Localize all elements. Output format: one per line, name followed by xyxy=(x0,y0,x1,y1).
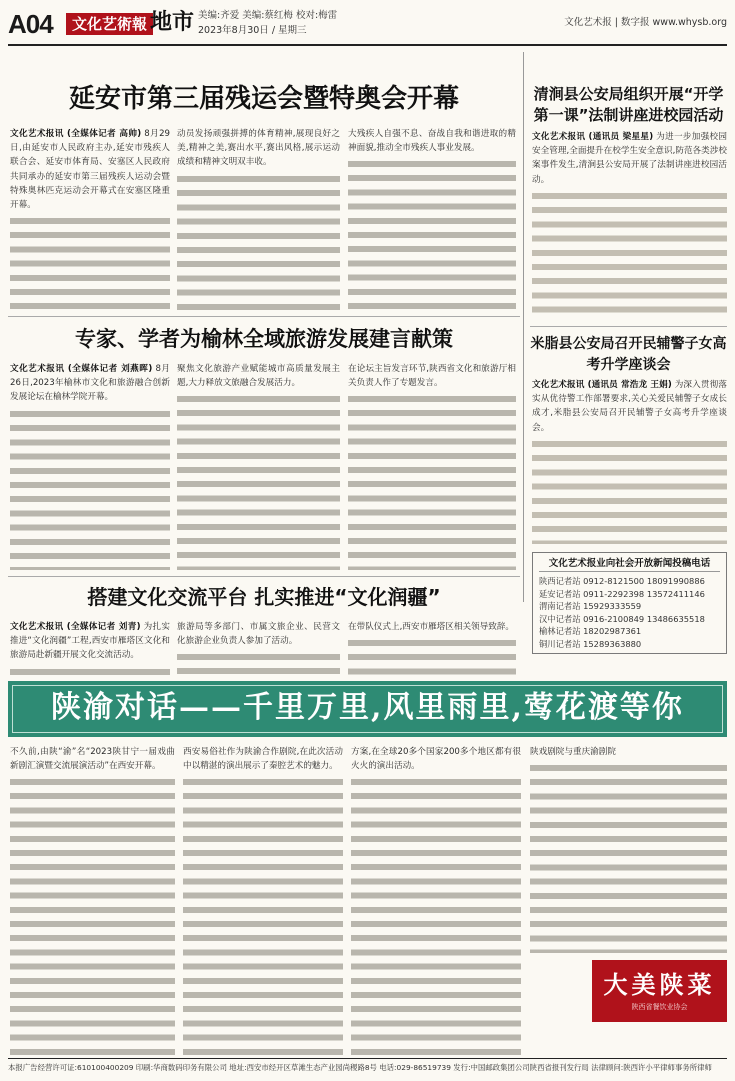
issue-date: 2023年8月30日 / 星期三 xyxy=(198,25,307,36)
article-4-col-4 xyxy=(530,745,727,953)
article-1-headline: 延安市第三届残运会暨特奥会开幕 xyxy=(68,84,459,114)
article-4-col-4-text: 陕戏剧院与重庆渝剧院 xyxy=(530,747,616,757)
contact-row: 延安记者站 0911-2292398 13572411146 xyxy=(539,588,705,599)
page-number: A04 xyxy=(8,9,53,39)
side-1-headline: 清涧县公安局组织开展“开学第一课”法制讲座进校园活动 xyxy=(533,85,724,124)
editor-credits: 美编:齐爱 美编:蔡红梅 校对:梅雷 xyxy=(198,10,338,21)
article-1-col-2 xyxy=(177,127,340,310)
article-3-col-2-lines xyxy=(177,650,340,675)
article-1-text-lines xyxy=(10,214,170,310)
article-3-col-2-text: 旅游局等多部门、市属文旅企业、民营文化旅游企业负责人参加了活动。 xyxy=(177,622,340,647)
article-3-col-3-lines xyxy=(348,636,516,675)
article-1-col-3 xyxy=(348,127,516,310)
article-1-col-3-text: 大残疾人自强不息、奋战自我和谐进取的精神面貌,推动全市残疾人事业发展。 xyxy=(348,129,516,154)
article-1-byline: 文化艺术报讯 (全媒体记者 高帅) xyxy=(10,129,142,139)
contact-row: 汉中记者站 0916-2100849 13486635518 xyxy=(539,613,705,624)
column-divider xyxy=(523,52,524,602)
article-3-text-lines xyxy=(10,665,170,675)
article-2-col-2-text: 聚焦文化旅游产业赋能城市高质量发展主题,大力释放文旅融合发展活力。 xyxy=(177,364,340,389)
article-1-lead: 8月29日,由延安市人民政府主办,延安市残疾人联合会、延安市体育局、安塞区人民政府共同承办的延安市第三届残疾人运动会暨特殊奥林匹克运动会开幕式在安塞区隆重开幕。 xyxy=(10,129,170,211)
article-2-text-lines xyxy=(10,407,170,570)
article-4-lead: 不久前,由陕“渝”名“2023陕甘宁一届戏曲新剧汇演暨交流展演活动”在西安开幕。 xyxy=(10,747,175,772)
divider xyxy=(530,326,727,327)
article-2-col-2 xyxy=(177,362,340,570)
footer-rule xyxy=(8,1058,727,1059)
contact-row: 榆林记者站 18202987361 xyxy=(539,626,642,637)
article-3-byline: 文化艺术报讯 (全媒体记者 刘青) xyxy=(10,622,141,632)
divider xyxy=(8,316,520,317)
article-4-col-3-text: 方案,在全球20多个国家200多个地区都有很火火的演出活动。 xyxy=(351,747,521,772)
article-4-col-1 xyxy=(10,745,175,1057)
article-4-text-lines xyxy=(10,775,175,1057)
divider xyxy=(8,576,520,577)
article-2-col-1 xyxy=(10,362,170,570)
article-2-byline: 文化艺术报讯 (全媒体记者 刘燕晖) xyxy=(10,364,153,374)
article-2-col-2-lines xyxy=(177,392,340,570)
side-2-byline: 文化艺术报讯 (通讯员 常浩龙 王娟) xyxy=(532,380,672,390)
side-2-lead: 为深入贯彻落实从优待警工作部署要求,关心关爱民辅警子女成长成才,米脂县公安局召开民辅警子女高考升学座谈会。 xyxy=(532,380,727,433)
section-title: 地市 xyxy=(150,10,195,35)
side-1-lead: 为进一步加强校园安全管理,全面提升在校学生安全意识,防范各类涉校案事件发生,清涧县公安局开展了法制讲座进校园活动。 xyxy=(532,132,727,185)
contact-box-title: 文化艺术报业向社会开放新闻投稿电话 xyxy=(539,557,720,572)
article-4-col-4-lines xyxy=(530,761,727,953)
article-3-lead: 为扎实推进“文化润疆”工程,西安市雁塔区文化和旅游局赴新疆开展文化交流活动。 xyxy=(10,622,170,661)
article-2-lead: 8月26日,2023年榆林市文化和旅游融合创新发展论坛在榆林学院开幕。 xyxy=(10,364,170,403)
side-1-body xyxy=(532,130,727,320)
article-1-col-2-lines xyxy=(177,172,340,310)
logo-subtext: 陕西省餐饮业协会 xyxy=(631,1003,688,1011)
article-4-col-2-text: 西安易俗社作为陕渝合作剧院,在此次活动中以精湛的演出展示了秦腔艺术的魅力。 xyxy=(183,747,343,772)
article-3-col-3-text: 在带队仪式上,西安市雁塔区相关领导致辞。 xyxy=(348,622,515,632)
feature-banner xyxy=(8,681,727,737)
contact-row: 陕西记者站 0912-8121500 18091990886 xyxy=(539,576,705,586)
article-3-col-1 xyxy=(10,620,170,675)
article-2-col-3-text: 在论坛主旨发言环节,陕西省文化和旅游厅相关负责人作了专题发言。 xyxy=(348,364,516,389)
article-4-col-3-lines xyxy=(351,775,521,1057)
article-1-col-3-lines xyxy=(348,157,516,310)
article-4-col-2-lines xyxy=(183,775,343,1057)
side-2-body xyxy=(532,378,727,544)
side-2-text-lines xyxy=(532,437,727,544)
banner-title: 陕渝对话——千里万里,风里雨里,莺花渡等你 xyxy=(51,690,684,725)
footer-imprint: 本报广告经营许可证:610100400209 印刷:华商数码印务有限公司 地址:西安市经开区草滩生态产业园尚稷路8号 电话:029-86519739 发行:中国邮政集团公司陕西省报刊发行局 法律顾问:陕西许小平律师事务所律师 xyxy=(8,1063,712,1072)
article-2-col-3 xyxy=(348,362,516,570)
masthead-rule xyxy=(8,44,727,46)
article-3-col-3 xyxy=(348,620,516,675)
article-4-col-2 xyxy=(183,745,343,1057)
side-2-headline: 米脂县公安局召开民辅警子女高考升学座谈会 xyxy=(530,336,727,373)
masthead xyxy=(8,6,727,42)
contact-row: 渭南记者站 15929333559 xyxy=(539,601,642,612)
article-3-col-2 xyxy=(177,620,340,675)
dameishancai-logo xyxy=(592,960,727,1022)
site-info: 文化艺术报 | 数字报 www.whysb.org xyxy=(564,17,727,28)
logo-text: 大美陕菜 xyxy=(603,970,716,999)
contact-row: 铜川记者站 15289363880 xyxy=(539,638,642,649)
brand-logo: 文化艺術報 xyxy=(66,13,153,35)
side-1-byline: 文化艺术报讯 (通讯员 梁星星) xyxy=(532,132,654,142)
article-1-col-2-text: 动员发扬顽强拼搏的体育精神,展现良好之美,精神之美,赛出水平,赛出风格,展示运动成绩和精神文明双丰收。 xyxy=(177,129,340,168)
article-4-col-3 xyxy=(351,745,521,1057)
article-2-headline: 专家、学者为榆林全域旅游发展建言献策 xyxy=(75,327,453,351)
article-1-col-1 xyxy=(10,127,170,310)
article-3-headline: 搭建文化交流平台 扎实推进“文化润疆” xyxy=(87,585,441,609)
contact-box xyxy=(532,552,727,654)
article-2-col-3-lines xyxy=(348,392,516,570)
side-1-text-lines xyxy=(532,189,727,320)
